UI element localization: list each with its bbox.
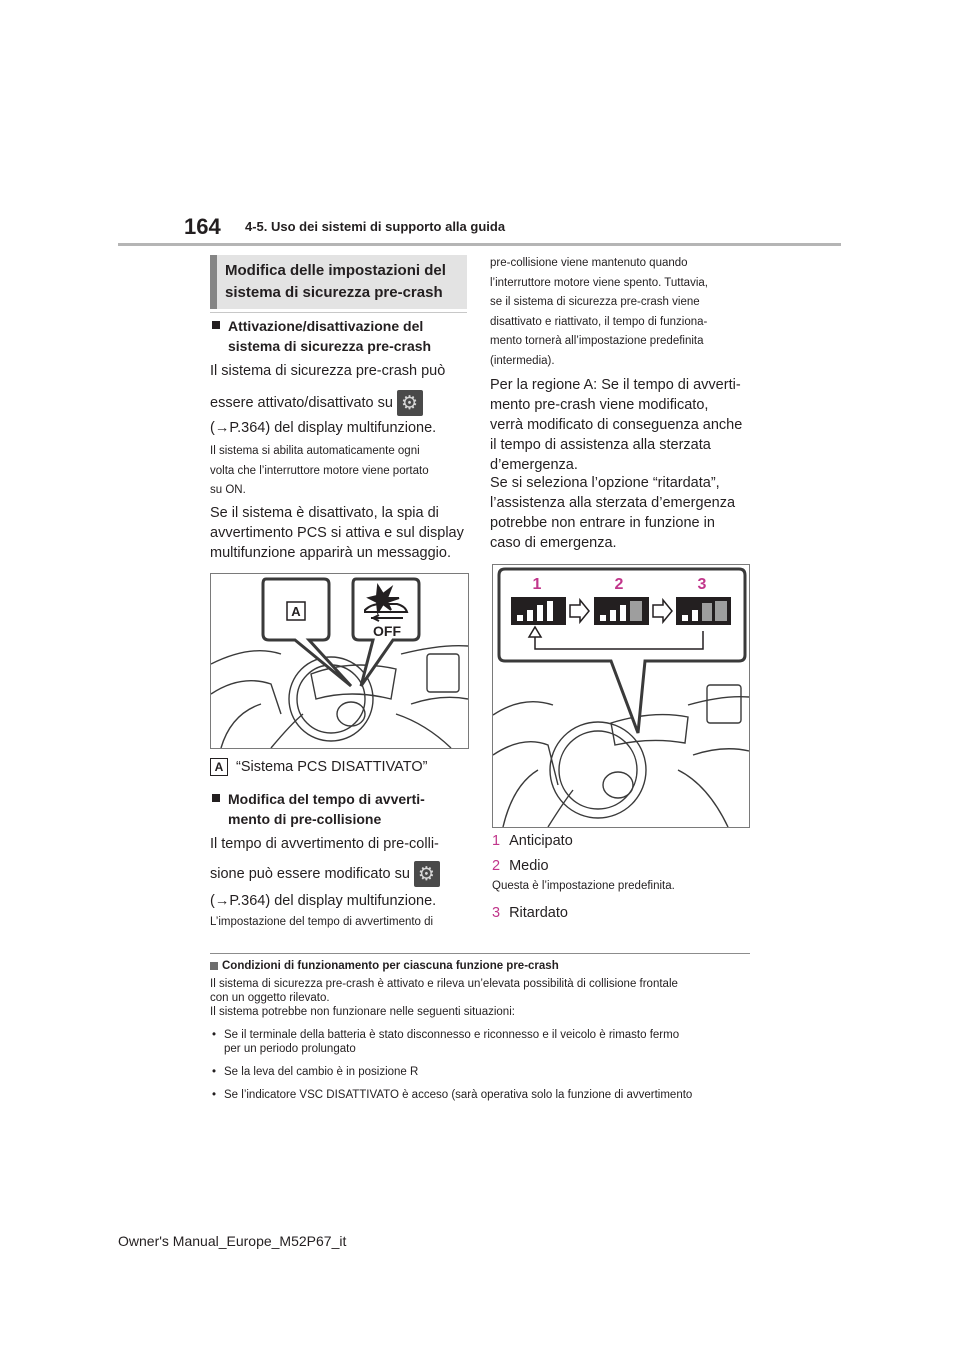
p2-block (210, 503, 464, 563)
footer-text: Owner's Manual_Europe_M52P67_it (118, 1233, 347, 1249)
p3-line2-row (210, 861, 440, 887)
figure-pcs-off (210, 573, 469, 749)
region-line: d’emergenza. (490, 457, 578, 473)
small2: L’impostazione del tempo di avvertimento di (210, 916, 434, 928)
right-small-line: pre-collisione viene mantenuto quando (490, 257, 688, 269)
timing-label-3: 3 (697, 576, 707, 593)
notes-section (210, 959, 750, 1102)
right-small-line: se il sistema di sicurezza pre-crash viene (490, 296, 700, 308)
p1-line1: Il sistema di sicurezza pre-crash può (210, 363, 446, 379)
list-item-2 (492, 856, 549, 876)
list-num-3: 3 (492, 905, 501, 921)
notes-para-line: Il sistema potrebbe non funzionare nelle seguenti situazioni: (210, 1006, 515, 1018)
notes-bullet-1 (210, 1028, 750, 1056)
subheading-activation (210, 316, 468, 356)
settings-gear-icon-2 (414, 861, 440, 887)
p2-line3: multifunzione apparirà un messaggio. (210, 545, 451, 561)
option-line: potrebbe non entrare in funzione in (490, 515, 715, 531)
list-text-3: Ritardato (509, 905, 568, 921)
list-text-2: Medio (509, 858, 549, 874)
settings-gear-icon (397, 390, 423, 416)
right-option-paragraph (490, 473, 735, 553)
heading-underline (210, 312, 467, 313)
bullet-1-line1: • Se il terminale della batteria è stato disconnesso e riconnesso e il veicolo è rimasto fermo (224, 1029, 680, 1041)
small1-block (210, 442, 429, 501)
list-item-1 (492, 831, 573, 851)
header-rule (118, 243, 841, 246)
p3-line3: (→P.364) del display multifunzione. (210, 893, 437, 909)
notes-para-line: Il sistema di sicurezza pre-crash è attivato e rileva un’elevata possibilità di collisione frontale (210, 978, 678, 990)
subheading-warning-time (210, 789, 468, 829)
timing-bars-2 (594, 597, 649, 625)
timing-label-1: 1 (532, 576, 542, 593)
notes-heading: Condizioni di funzionamento per ciascuna funzione pre-crash (210, 959, 750, 973)
dashboard-illustration (211, 574, 468, 748)
bullet-3-line1: • Se l’indicatore VSC DISATTIVATO è acceso (sarà operativa solo la funzione di avvertimento (224, 1089, 693, 1101)
figure1-caption (210, 757, 427, 777)
right-small-line: mento tornerà all’impostazione predefinita (490, 335, 704, 347)
notes-para-line: con un oggetto rilevato. (210, 992, 330, 1004)
p3-line1: Il tempo di avvertimento di pre-colli- (210, 836, 439, 852)
notes-bullet-3 (210, 1088, 750, 1102)
heading-line-2: sistema di sicurezza pre-crash (225, 284, 443, 301)
region-line: il tempo di assistenza alla sterzata (490, 437, 711, 453)
region-line: Per la regione A: Se il tempo di avverti- (490, 377, 741, 393)
callout-a-label: A (291, 604, 301, 619)
right-small-block (490, 254, 708, 371)
right-small-line: l’interruttore motore viene spento. Tuttavia, (490, 276, 708, 289)
p3-line2: sione può essere modificato su (210, 866, 410, 882)
timing-bars-1 (511, 597, 566, 625)
region-line: verrà modificato di conseguenza anche (490, 417, 743, 433)
page-number: 164 (184, 214, 221, 239)
timing-label-2: 2 (614, 576, 624, 593)
p1-line3: (→P.364) del display multifunzione. (210, 420, 437, 436)
small1-line2: volta che l’interruttore motore viene portato (210, 464, 429, 477)
region-line: mento pre-crash viene modificato, (490, 397, 709, 413)
p2-line1: Se il sistema è disattivato, la spia di (210, 505, 439, 521)
off-text: OFF (373, 623, 401, 639)
list-item-3 (492, 903, 568, 923)
timing-bars-3 (676, 597, 731, 625)
notes-bullet-2 (210, 1065, 750, 1079)
bullet-2-line1: • Se la leva del cambio è in posizione R (224, 1066, 419, 1078)
caption-key-a: A (210, 758, 228, 776)
section-heading-box (210, 255, 467, 309)
list-note: Questa è l’impostazione predefinita. (492, 880, 675, 892)
option-line: caso di emergenza. (490, 535, 617, 551)
p1-line2-row (210, 390, 423, 416)
right-region-paragraph (490, 375, 742, 475)
right-small-line: disattivato e riattivato, il tempo di funziona- (490, 315, 708, 328)
sub1-line2: sistema di sicurezza pre-crash (228, 338, 432, 354)
p2-line2: avvertimento PCS si attiva e sul display (210, 525, 464, 541)
p1-line2: essere attivato/disattivato su (210, 395, 393, 411)
notes-rule (210, 953, 750, 954)
list-text-1: Anticipato (509, 833, 573, 849)
heading-line-1: Modifica delle impostazioni del (225, 262, 446, 279)
sub1-line1: Attivazione/disattivazione del (228, 318, 424, 334)
option-line: Se si seleziona l’opzione “ritardata”, (490, 475, 720, 491)
sub2-line2: mento di pre-collisione (228, 811, 382, 827)
sub2-line1: Modifica del tempo di avverti- (228, 791, 425, 807)
small1-line1: Il sistema si abilita automaticamente ogni (210, 445, 420, 457)
small1-line3: su ON. (210, 484, 246, 496)
callout-a-bubble (263, 579, 351, 686)
section-title: 4-5. Uso dei sistemi di supporto alla guida (245, 219, 506, 234)
option-line: l’assistenza alla sterzata d’emergenza (490, 495, 736, 511)
list-num-1: 1 (492, 833, 501, 849)
timing-callout-bubble (499, 569, 745, 733)
list-num-2: 2 (492, 858, 501, 874)
timing-illustration (493, 565, 749, 827)
bullet-1-line2: per un periodo prolungato (224, 1043, 356, 1055)
caption-text: “Sistema PCS DISATTIVATO” (236, 759, 428, 775)
figure-warning-timing (492, 564, 750, 828)
right-small-line: (intermedia). (490, 354, 555, 367)
